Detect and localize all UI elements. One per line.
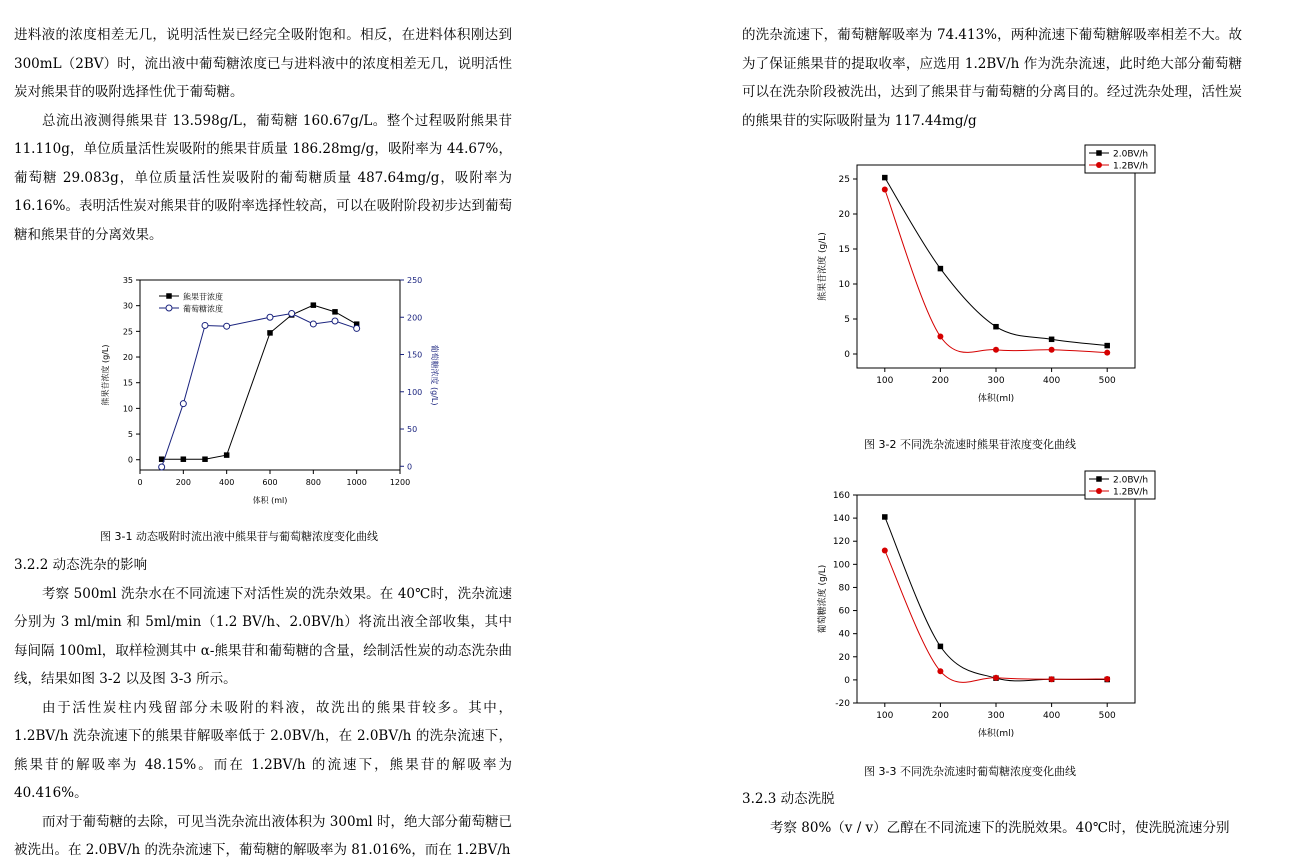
data-point [1049, 676, 1055, 682]
data-point [938, 266, 944, 272]
paragraph: 总流出液测得熊果苷 13.598g/L，葡萄糖 160.67g/L。整个过程吸附熊果苷 11.110g，单位质量活性炭吸附的熊果苷质量 186.28mg/g，吸附率为 44.67%，葡萄糖 29.083g，单位质量活性炭吸附的葡萄糖质量 487.64mg/g，吸附率为 16.16%。表明活性炭对熊果苷的吸附率选择性较高，可以在吸附阶段初步达到葡萄糖和熊果苷的分离效果。 [14, 112, 512, 243]
data-point [332, 309, 338, 315]
figure-3-1-chart [100, 270, 440, 510]
x-axis-label: 体积(ml) [977, 729, 1015, 739]
paragraph: 进料液的浓度相差无几，说明活性炭已经完全吸附饱和。相反，在进料体积刚达到 300mL（2BV）时，流出液中葡萄糖浓度已与进料液中的浓度相差无几，说明活性炭对熊果苷的吸附选择性优于葡萄糖。 [14, 27, 512, 100]
paragraph: 而对于葡萄糖的去除，可见当洗杂流出液体积为 300ml 时，绝大部分葡萄糖已被洗出。在 2.0BV/h 的洗杂流速下，葡萄糖的解吸率为 81.016%，而在 1.2BV/h [14, 813, 512, 858]
legend-label: 熊果苷浓度 [183, 292, 223, 302]
y2-tick-label: 100 [407, 387, 423, 397]
data-point [310, 321, 316, 327]
paragraph: 由于活性炭柱内残留部分未吸附的料液，故洗出的熊果苷较多。其中，1.2BV/h 洗杂流速下的熊果苷解吸率低于 2.0BV/h，在 2.0BV/h 的洗杂流速下，熊果苷的解吸率为 48.15%。而在 1.2BV/h 的流速下，熊果苷的解吸率为 40.416%。 [14, 699, 512, 801]
x-tick-label: 1000 [346, 478, 367, 487]
y-tick-label: 20 [838, 210, 850, 220]
data-point [202, 322, 208, 328]
section-heading: 3.2.3 动态洗脱 [742, 791, 835, 807]
x-axis-label: 体积(ml) [977, 394, 1015, 404]
legend-marker [1096, 488, 1102, 494]
data-point [311, 302, 317, 308]
y2-tick-label: 200 [407, 313, 423, 323]
data-point [267, 314, 273, 320]
y-tick-label: 10 [122, 404, 133, 414]
y-tick-label: 15 [838, 245, 850, 255]
series-line [162, 314, 357, 467]
data-point [882, 175, 888, 181]
y-tick-label: 10 [838, 280, 850, 290]
left-column-bottom [14, 551, 512, 865]
x-tick-label: 500 [1098, 711, 1116, 721]
x-tick-label: 0 [137, 478, 143, 487]
x-tick-label: 800 [305, 478, 321, 487]
y-tick-label: 25 [838, 175, 850, 185]
y-tick-label: 35 [122, 276, 133, 285]
legend-label: 1.2BV/h [1113, 487, 1149, 498]
data-point [354, 325, 360, 331]
data-point [202, 456, 208, 462]
y-tick-label: 0 [127, 455, 133, 465]
data-point [289, 311, 295, 317]
y-tick-label: 0 [844, 350, 850, 360]
data-point [267, 330, 273, 336]
y2-tick-label: 150 [407, 350, 423, 360]
data-point [993, 347, 999, 353]
y-tick-label: -20 [835, 699, 850, 709]
data-point [882, 547, 888, 553]
data-point [882, 187, 888, 193]
left-column-top [14, 21, 512, 249]
data-point [332, 318, 338, 324]
figure-3-3-chart [815, 470, 1165, 755]
section-heading: 3.2.2 动态洗杂的影响 [14, 557, 148, 573]
legend-label: 2.0BV/h [1113, 149, 1149, 160]
data-point [1104, 343, 1110, 349]
y-tick-label: 5 [127, 430, 133, 440]
data-point [938, 644, 944, 650]
data-point [993, 675, 999, 681]
paragraph: 考察 80%（v / v）乙醇在不同流速下的洗脱效果。40℃时，使洗脱流速分别 [770, 819, 1230, 836]
data-point [1104, 676, 1110, 682]
x-tick-label: 300 [987, 711, 1005, 721]
y-axis-label: 熊果苷浓度 (g/L) [101, 344, 110, 406]
y-tick-label: 40 [838, 629, 850, 640]
x-tick-label: 400 [1043, 376, 1061, 386]
y-tick-label: 5 [844, 315, 850, 325]
figure-3-2-chart [815, 140, 1165, 425]
y2-tick-label: 50 [407, 425, 418, 435]
y-tick-label: 30 [122, 301, 133, 311]
y-tick-label: 100 [832, 560, 850, 571]
legend-label: 葡萄糖浓度 [183, 304, 223, 314]
data-point [937, 334, 943, 340]
data-point [224, 323, 230, 329]
y-tick-label: 20 [122, 353, 133, 363]
y-tick-label: 160 [832, 491, 850, 501]
x-tick-label: 300 [987, 376, 1005, 386]
y-tick-label: 0 [844, 675, 850, 686]
data-point [180, 401, 186, 407]
data-point [1049, 337, 1055, 343]
plot-frame [857, 165, 1135, 368]
series-line [885, 517, 1107, 681]
x-tick-label: 500 [1098, 376, 1116, 386]
x-tick-label: 200 [931, 711, 949, 721]
y2-tick-label: 250 [407, 276, 423, 285]
series-line [885, 178, 1107, 346]
right-column-top [742, 21, 1242, 135]
y-tick-label: 25 [122, 327, 133, 337]
data-point [1104, 350, 1110, 356]
legend-label: 2.0BV/h [1113, 475, 1149, 486]
x-tick-label: 100 [876, 376, 894, 386]
x-axis-label: 体积 (ml) [252, 496, 288, 505]
legend-marker [166, 293, 172, 299]
x-tick-label: 400 [219, 478, 235, 487]
y-tick-label: 20 [838, 652, 850, 663]
figure-3-3-caption: 图 3-3 不同洗杂流速时葡萄糖浓度变化曲线 [864, 765, 1076, 778]
data-point [159, 464, 165, 470]
legend-label: 1.2BV/h [1113, 161, 1149, 172]
paragraph: 的洗杂流速下，葡萄糖解吸率为 74.413%，两种流速下葡萄糖解吸率相差不大。故为了保证熊果苷的提取收率，应选用 1.2BV/h 作为洗杂流速，此时绝大部分葡萄糖可以在洗杂阶段被洗出，达到了熊果苷与葡萄糖的分离目的。经过洗杂处理，活性炭的熊果苷的实际吸附量为 117.44mg/g [742, 27, 1242, 129]
figure-3-2-caption: 图 3-2 不同洗杂流速时熊果苷浓度变化曲线 [864, 438, 1076, 451]
data-point [224, 452, 230, 458]
plot-frame [857, 495, 1135, 703]
legend-marker [1096, 476, 1102, 482]
x-tick-label: 100 [876, 711, 894, 721]
legend-marker [1096, 150, 1102, 156]
y-tick-label: 120 [832, 537, 850, 548]
data-point [993, 324, 999, 330]
series-line [885, 550, 1107, 682]
x-tick-label: 200 [175, 478, 191, 487]
data-point [1049, 347, 1055, 353]
series-line [162, 305, 357, 459]
y2-axis-label: 葡萄糖浓度 (g/L) [430, 344, 439, 406]
y-tick-label: 80 [838, 583, 850, 594]
y-axis-label: 葡萄糖浓度 (g/L) [818, 564, 828, 634]
right-column-bottom [742, 785, 1242, 842]
y-tick-label: 60 [838, 606, 850, 617]
x-tick-label: 600 [262, 478, 278, 487]
figure-3-1-caption: 图 3-1 动态吸附时流出液中熊果苷与葡萄糖浓度变化曲线 [100, 530, 378, 543]
x-tick-label: 1200 [389, 478, 411, 487]
y-tick-label: 15 [122, 378, 133, 388]
y-tick-label: 140 [832, 514, 850, 525]
legend-marker [166, 305, 172, 311]
y2-tick-label: 0 [407, 462, 413, 472]
x-tick-label: 200 [931, 376, 949, 386]
y-axis-label: 熊果苷浓度 (g/L) [818, 232, 828, 301]
data-point [937, 668, 943, 674]
paragraph: 考察 500ml 洗杂水在不同流速下对活性炭的洗杂效果。在 40℃时，洗杂流速分别为 3 ml/min 和 5ml/min（1.2 BV/h、2.0BV/h）将流出液全部收集，其中每间隔 100ml，取样检测其中 α-熊果苷和葡萄糖的含量，绘制活性炭的动态洗杂曲线，结果如图 3-2 以及图 3-3 所示。 [14, 585, 512, 687]
data-point [882, 514, 888, 520]
legend-marker [1096, 162, 1102, 168]
data-point [181, 456, 187, 462]
x-tick-label: 400 [1043, 711, 1061, 721]
